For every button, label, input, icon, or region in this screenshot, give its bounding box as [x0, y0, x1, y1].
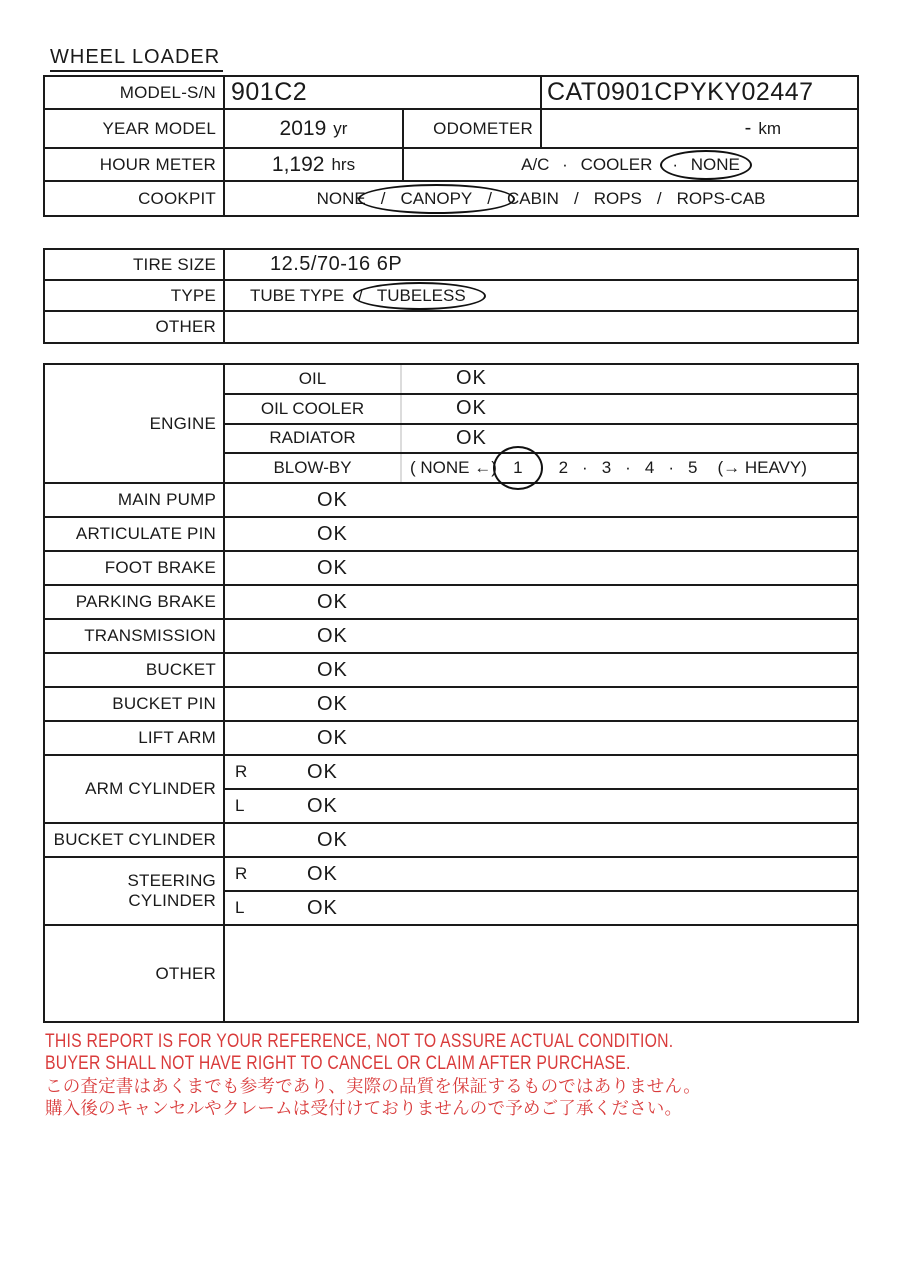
- bucket-cylinder-row: [45, 824, 857, 858]
- separator-slash: /: [487, 188, 492, 208]
- tire-other-label: OTHER: [45, 312, 225, 342]
- engine-oil-row: [225, 365, 857, 395]
- engine-section: [45, 365, 857, 484]
- tire-type-label: TYPE: [45, 281, 225, 310]
- separator-slash: /: [656, 188, 662, 208]
- tire-size-value: 12.5/70-16 6P: [270, 253, 403, 275]
- parking-brake-row: [45, 586, 857, 620]
- foot-brake-row: [45, 552, 857, 586]
- steering-cylinder-right-row: [225, 858, 857, 892]
- cockpit-options-cell: [225, 182, 857, 215]
- articulate-pin-value: OK: [317, 522, 348, 545]
- right-label: R: [235, 864, 248, 883]
- model-value: 901C2: [225, 77, 542, 108]
- vehicle-info-table: [43, 75, 859, 217]
- separator-slash: /: [380, 188, 386, 208]
- separator-slash: /: [358, 285, 363, 305]
- hour-value-cell: [225, 149, 404, 180]
- odometer-value: -: [744, 117, 752, 139]
- engine-subrows: [225, 365, 857, 482]
- arm-cylinder-left-value: OK: [307, 794, 338, 817]
- hour-unit: hrs: [331, 154, 356, 174]
- blowby-level-4: 4: [644, 458, 655, 478]
- oil-value: OK: [456, 367, 487, 390]
- main-pump-row: [45, 484, 857, 518]
- odometer-unit: km: [758, 118, 781, 138]
- cockpit-option-cabin: CABIN: [506, 188, 559, 208]
- tire-size-row: [45, 250, 857, 281]
- dot-separator: ·: [538, 458, 545, 478]
- arm-cylinder-left-row: [225, 790, 857, 822]
- other-value: [225, 926, 857, 1021]
- left-label: L: [235, 898, 245, 917]
- cockpit-option-canopy: CANOPY: [400, 188, 473, 208]
- arm-cylinder-right-value: OK: [307, 760, 338, 783]
- transmission-row: [45, 620, 857, 654]
- cockpit-label: COOKPIT: [45, 182, 225, 215]
- other-row: [45, 926, 857, 1021]
- tubeless-circle-annotation: TUBELESS: [376, 285, 466, 305]
- year-value-cell: [225, 110, 404, 147]
- blowby-heavy-suffix: (→ HEAVY): [717, 458, 807, 478]
- cockpit-option-none: NONE: [316, 188, 366, 208]
- hour-value: 1,192: [271, 152, 325, 176]
- inspection-table: [43, 363, 859, 1023]
- odometer-value-cell: [542, 110, 857, 147]
- articulate-pin-row: [45, 518, 857, 552]
- bucket-pin-label: BUCKET PIN: [45, 688, 225, 720]
- tire-type-row: [45, 281, 857, 312]
- radiator-value: OK: [456, 426, 487, 449]
- tire-type-option-tube: TUBE TYPE: [250, 285, 345, 305]
- disclaimer-line-en-1: THIS REPORT IS FOR YOUR REFERENCE, NOT TO ASSURE ACTUAL CONDITION.: [45, 1031, 674, 1052]
- parking-brake-label: PARKING BRAKE: [45, 586, 225, 618]
- cockpit-row: [45, 182, 857, 215]
- disclaimer-line-jp-2: 購入後のキャンセルやクレームは受付けておりませんので予めご了承ください。: [45, 1098, 683, 1118]
- oil-cooler-label: OIL COOLER: [225, 395, 402, 423]
- ac-cooler-cell: [404, 149, 857, 180]
- year-value: 2019: [279, 116, 327, 140]
- disclaimer-line-jp-1: この査定書はあくまでも参考であり、実際の品質を保証するものではありません。: [45, 1076, 701, 1096]
- transmission-label: TRANSMISSION: [45, 620, 225, 652]
- lift-arm-row: [45, 722, 857, 756]
- steering-cylinder-label: STEERING CYLINDER: [45, 858, 225, 924]
- dot-separator: ·: [668, 458, 674, 478]
- blowby-label: BLOW-BY: [225, 454, 402, 482]
- bucket-row: [45, 654, 857, 688]
- blowby-level-2: 2: [558, 458, 569, 478]
- bucket-label: BUCKET: [45, 654, 225, 686]
- engine-blowby-row: [225, 454, 857, 482]
- serial-value: CAT0901CPYKY02447: [547, 78, 814, 106]
- arm-cylinder-subrows: [225, 756, 857, 822]
- steering-cylinder-left-value: OK: [307, 896, 338, 919]
- foot-brake-label: FOOT BRAKE: [45, 552, 225, 584]
- left-label: L: [235, 796, 245, 815]
- odometer-label: ODOMETER: [404, 110, 542, 147]
- model-sn-label: MODEL-S/N: [45, 77, 225, 108]
- arm-cylinder-label: ARM CYLINDER: [45, 756, 225, 822]
- right-label: R: [235, 762, 248, 781]
- disclaimer-line-en-2: BUYER SHALL NOT HAVE RIGHT TO CANCEL OR CLAIM AFTER PURCHASE.: [45, 1053, 631, 1074]
- articulate-pin-label: ARTICULATE PIN: [45, 518, 225, 550]
- lift-arm-label: LIFT ARM: [45, 722, 225, 754]
- separator-slash: /: [573, 188, 579, 208]
- cockpit-selected-circle-annotation: [366, 189, 507, 209]
- hour-meter-label: HOUR METER: [45, 149, 225, 180]
- blowby-level-5: 5: [687, 458, 698, 478]
- blowby-level-1: 1: [513, 458, 523, 478]
- foot-brake-value: OK: [317, 556, 348, 579]
- disclaimer-block: [45, 1031, 802, 1119]
- cockpit-option-rops: ROPS: [593, 188, 642, 208]
- bucket-pin-value: OK: [317, 692, 348, 715]
- page-title: WHEEL LOADER: [50, 46, 223, 72]
- steering-cylinder-section: [45, 858, 857, 926]
- blowby-none-prefix: ( NONE ←): [410, 458, 497, 478]
- bucket-cylinder-label: BUCKET CYLINDER: [45, 824, 225, 856]
- engine-oil-cooler-row: [225, 395, 857, 425]
- oil-cooler-value: OK: [456, 397, 487, 420]
- tire-other-value: [225, 312, 857, 342]
- year-model-label: YEAR MODEL: [45, 110, 225, 147]
- engine-label: ENGINE: [45, 365, 225, 482]
- tire-other-row: [45, 312, 857, 342]
- steering-cylinder-subrows: [225, 858, 857, 924]
- arm-cylinder-right-row: [225, 756, 857, 790]
- main-pump-label: MAIN PUMP: [45, 484, 225, 516]
- bucket-value: OK: [317, 658, 348, 681]
- ac-selected-circle-annotation: · NONE: [672, 154, 740, 174]
- tire-size-label: TIRE SIZE: [45, 250, 225, 279]
- parking-brake-value: OK: [317, 590, 348, 613]
- model-sn-row: [45, 77, 857, 110]
- cockpit-option-rops-cab: ROPS-CAB: [676, 188, 766, 208]
- other-label: OTHER: [45, 926, 225, 1021]
- blowby-scale: [402, 454, 857, 482]
- blowby-selected-circle-annotation: [511, 458, 525, 478]
- transmission-value: OK: [317, 624, 348, 647]
- year-odometer-row: [45, 110, 857, 149]
- dot-separator: ·: [625, 458, 631, 478]
- main-pump-value: OK: [317, 488, 348, 511]
- steering-cylinder-right-value: OK: [307, 862, 338, 885]
- bucket-cylinder-value: OK: [317, 828, 348, 851]
- ac-cooler-text: A/C · COOLER: [521, 154, 653, 174]
- dot-separator: ·: [582, 458, 588, 478]
- tire-type-cell: [225, 281, 857, 310]
- oil-label: OIL: [225, 365, 402, 393]
- arm-cylinder-section: [45, 756, 857, 824]
- radiator-label: RADIATOR: [225, 425, 402, 453]
- lift-arm-value: OK: [317, 726, 348, 749]
- tire-table: [43, 248, 859, 344]
- steering-cylinder-left-row: [225, 892, 857, 924]
- engine-radiator-row: [225, 425, 857, 455]
- blowby-level-3: 3: [601, 458, 612, 478]
- hour-meter-row: [45, 149, 857, 182]
- year-unit: yr: [333, 118, 348, 138]
- bucket-pin-row: [45, 688, 857, 722]
